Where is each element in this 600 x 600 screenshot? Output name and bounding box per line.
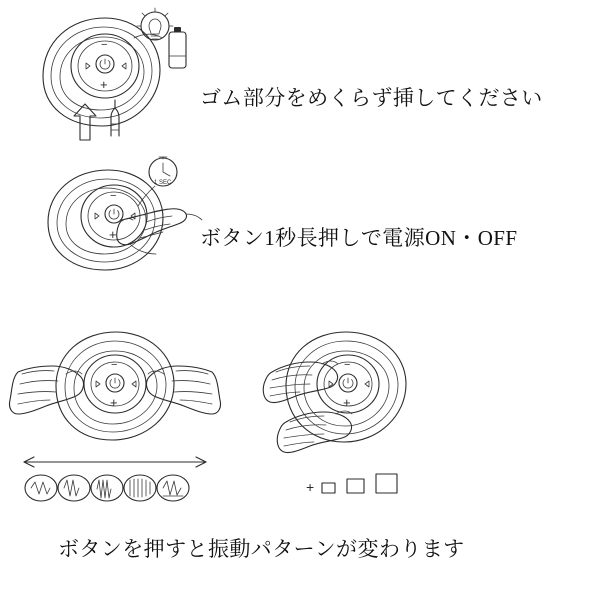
level-small (322, 483, 335, 493)
step-2-illustration (18, 148, 213, 293)
caption-press-one-second-power: ボタン1秒長押しで電源ON・OFF (200, 226, 518, 250)
wave-pattern-1 (25, 475, 57, 501)
hand-left-icon (263, 361, 338, 403)
hand-right-icon (147, 366, 221, 414)
step-3b-svg (258, 318, 448, 518)
minus-button: − (111, 359, 118, 371)
minus-button: − (110, 190, 117, 202)
wave-pattern-3 (91, 475, 123, 501)
step-1-svg (10, 4, 200, 154)
step-3a-svg (8, 318, 223, 518)
stopwatch-icon (149, 157, 177, 186)
step-2-svg (18, 148, 213, 293)
level-large (376, 474, 397, 493)
caption-insert-without-folding-rubber: ゴム部分をめくらず挿してください (200, 86, 543, 110)
intensity-plus-label: + (306, 479, 315, 495)
minus-button: − (344, 359, 351, 371)
plus-button: + (100, 77, 108, 92)
device-buttons (95, 190, 135, 242)
stopwatch-label: 1 SEC (154, 180, 172, 186)
level-medium (347, 479, 364, 493)
wave-pattern-2 (58, 475, 90, 501)
wave-pattern-4 (124, 475, 156, 501)
step-3b-illustration (258, 318, 448, 518)
device-buttons (86, 39, 126, 92)
hand-left-icon (9, 366, 83, 414)
wave-pattern-5 (157, 475, 189, 501)
battery-icon (111, 27, 186, 136)
plus-button: + (110, 395, 118, 410)
device-body (48, 170, 163, 270)
pattern-icons (25, 475, 189, 501)
step-1-illustration (10, 4, 200, 154)
plus-button: + (109, 227, 117, 242)
step-3a-illustration (8, 318, 223, 518)
double-arrow-icon (24, 457, 206, 467)
minus-button: − (101, 39, 108, 51)
battery-cell (169, 32, 186, 68)
intensity-levels (306, 474, 397, 495)
caption-press-button-change-pattern: ボタンを押すと振動パターンが変わります (58, 537, 465, 561)
hand-right-icon (277, 411, 352, 453)
plus-button: + (343, 395, 351, 410)
